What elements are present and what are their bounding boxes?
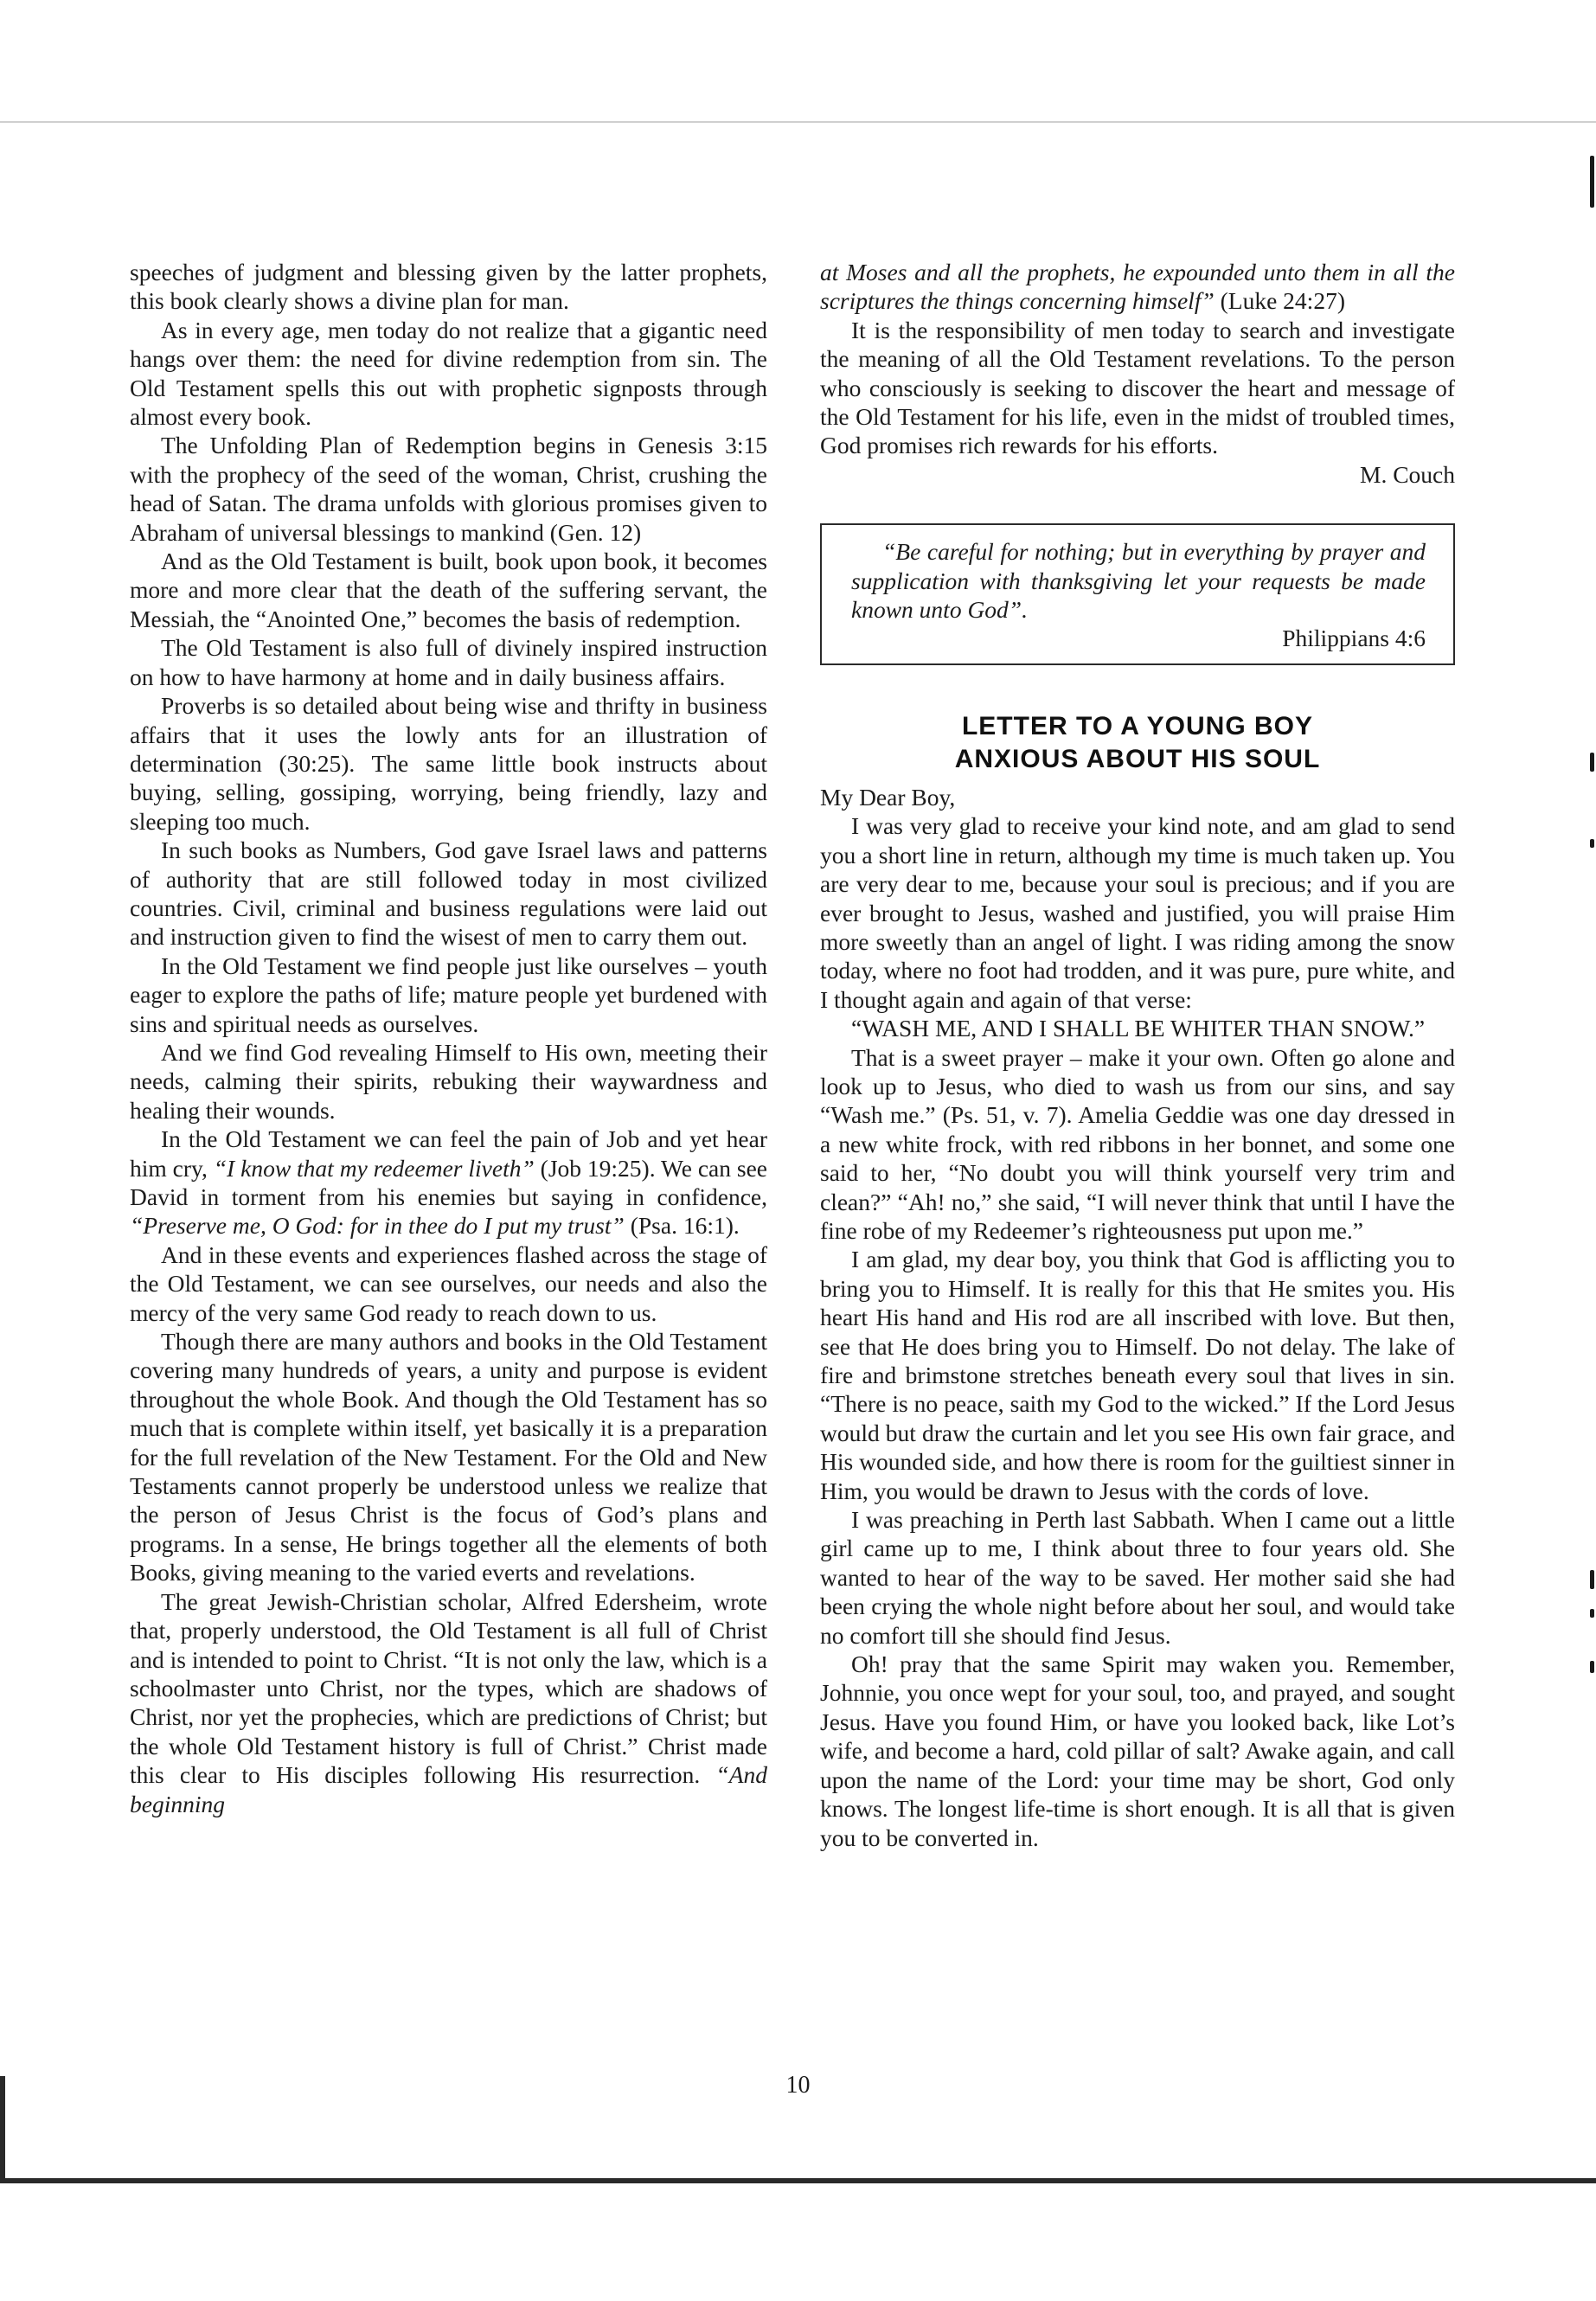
- paragraph: I was preaching in Perth last Sabbath. When I came out a little girl came up to me, I think about three to four years old. She wanted to hear of the way to be saved. Her mother said she had been crying the whole night before about her soul, and would take no comfort till she should find Jesus.: [820, 1506, 1455, 1649]
- scan-edge-mark: [1590, 1570, 1594, 1589]
- scripture-quote: “I know that my redeemer liveth”: [213, 1154, 535, 1182]
- scripture-quote: “Preserve me, O God: for in thee do I put my trust”: [130, 1212, 625, 1240]
- paragraph: The Old Testament is also full of divinely inspired instruction on how to have harmony at home and in daily business affairs.: [130, 634, 767, 690]
- paragraph-text: In the Old Testament we can feel the pain of Job and yet hear him cry,: [130, 1125, 767, 1182]
- scan-edge-mark: [1590, 1609, 1594, 1618]
- paragraph: That is a sweet prayer – make it your own. Often go alone and look up to Jesus, who died to wash us from our sins, and say “Wash me.” (Ps. 51, v. 7). Amelia Geddie was one day dressed in a new white frock, with red ribbons in her bonnet, and some one said to her, “No doubt you will think yourself very trim and clean?” “Ah! no,” she said, “I will never think that until I have the fine robe of my Redeemer’s righteousness put upon me.”: [820, 1043, 1455, 1244]
- paragraph: And in these events and experiences flashed across the stage of the Old Testament, we can see ourselves, our needs and also the mercy of the very same God ready to reach down to us.: [130, 1240, 767, 1326]
- verse-reference: Philippians 4:6: [1282, 625, 1426, 652]
- heading-line: LETTER TO A YOUNG BOY: [961, 711, 1314, 740]
- paragraph: And we find God revealing Himself to His own, meeting their needs, calming their spirits, rebuking their waywardness and healing their wounds.: [130, 1038, 767, 1124]
- paragraph: speeches of judgment and blessing given by the latter prophets, this book clearly shows a divine plan for man.: [130, 259, 767, 315]
- article-heading: [820, 710, 1455, 776]
- paragraph: “WASH ME, AND I SHALL BE WHITER THAN SNOW.”: [851, 1015, 1426, 1042]
- paragraph: [130, 1587, 767, 1818]
- verse-text: “Be careful for nothing; but in everything by prayer and supplication with thanksgiving let your requests be made known unto God”.: [851, 538, 1426, 624]
- paragraph: In such books as Numbers, God gave Israel laws and patterns of authority that are still followed today in most civilized countries. Civil, criminal and business regulations were laid out and instruction given to find the wisest of men to carry them out.: [130, 836, 767, 951]
- scan-edge-mark: [1590, 753, 1594, 772]
- page-number: 10: [785, 2072, 811, 2099]
- paragraph: As in every age, men today do not realize that a gigantic need hangs over them: the need for divine redemption from sin. The Old Testament spells this out with prophetic signposts through almost every book.: [130, 316, 767, 431]
- paragraph: Proverbs is so detailed about being wise and thrifty in business affairs that it uses the lowly ants for an illustration of determination (30:25). The same little book instructs about buying, selling, gossiping, worrying, being friendly, lazy and sleeping too much.: [130, 692, 767, 835]
- scan-edge-mark: [1590, 156, 1594, 208]
- paragraph: In the Old Testament we find people just like ourselves – youth eager to explore the paths of life; mature people yet burdened with sins and spiritual needs as ourselves.: [130, 952, 767, 1037]
- right-column: [820, 258, 1455, 1852]
- paragraph: And as the Old Testament is built, book upon book, it becomes more and more clear that the death of the suffering servant, the Messiah, the “Anointed One,” becomes the basis of redemption.: [130, 548, 767, 632]
- scan-edge-mark: [1590, 839, 1594, 848]
- paragraph-continued: [820, 258, 1455, 316]
- scripture-reference: (Luke 24:27): [1214, 287, 1345, 315]
- paragraph: The Unfolding Plan of Redemption begins in Genesis 3:15 with the prophecy of the seed of the woman, Christ, crushing the head of Satan. The drama unfolds with glorious promises given to Abraham of universal blessings to mankind (Gen. 12): [130, 432, 767, 546]
- paragraph: Oh! pray that the same Spirit may waken you. Remember, Johnnie, you once wept for your soul, too, and prayed, and sought Jesus. Have you found Him, or have you looked back, like Lot’s wife, and become a hard, cold pillar of salt? Awake again, and call upon the name of the Lord: your time may be short, God only knows. The longest life-time is short enough. It is all that is given you to be converted in.: [820, 1650, 1455, 1851]
- verse-box: [820, 523, 1455, 665]
- scripture-quote: at Moses and all the prophets, he expounded unto them in all the scriptures the things concerning himself”: [820, 259, 1455, 315]
- letter-salutation: My Dear Boy,: [820, 783, 956, 811]
- author-signature: M. Couch: [1360, 460, 1455, 488]
- paragraph: Though there are many authors and books in the Old Testament covering many hundreds of years, a unity and purpose is evident throughout the whole Book. And though the Old Testament has so much that is complete within itself, yet basically it is a preparation for the full revelation of the New Testament. For the Old and New Testaments cannot properly be understood unless we realize that the person of Jesus Christ is the focus of God’s plans and programs. In a sense, He brings together all the elements of both Books, giving meaning to the varied everts and revelations.: [130, 1328, 767, 1586]
- paragraph: [130, 1125, 767, 1240]
- paragraph-text: (Job 19:25). We can see David in torment from his enemies but saying in confidence,: [130, 1154, 767, 1210]
- paragraph-text: The great Jewish-Christian scholar, Alfred Edersheim, wrote that, properly understood, the Old Testament is all full of Christ and is intended to point to Christ. “It is not only the law, which is a schoolmaster unto Christ, nor the types, which are shadows of Christ, nor yet the prophecies, which are predictions of Christ; but the whole Old Testament history is full of Christ.” Christ made this clear to His disciples following His resurrection.: [130, 1587, 767, 1789]
- paragraph: I was very glad to receive your kind note, and am glad to send you a short line in return, although my time is much taken up. You are very dear to me, because your soul is precious; and if you are ever brought to Jesus, washed and justified, you will praise Him more sweetly than an angel of light. I was riding among the snow today, where no foot had trodden, and it was pure, pure white, and I thought again and again of that verse:: [820, 812, 1455, 1013]
- paragraph: I am glad, my dear boy, you think that God is afflicting you to bring you to Himself. It is really for this that He smites you. His heart His hand and His rod are all inscribed with love. But then, see that He does bring you to Himself. Do not delay. The lake of fire and brimstone stretches beneath every soul that lives in sin. “There is no peace, saith my God to the wicked.” If the Lord Jesus would but draw the curtain and let you see His own fair grace, and His wounded side, and how there is room for the guiltiest sinner in Him, you would be drawn to Jesus with the cords of love.: [820, 1246, 1455, 1504]
- left-column: [130, 258, 767, 1818]
- paragraph: It is the responsibility of men today to search and investigate the meaning of all the Old Testament revelations. To the person who consciously is seeking to discover the heart and message of the Old Testament for his life, even in the midst of troubled times, God promises rich rewards for his efforts.: [820, 316, 1455, 459]
- scan-bottom-rule: [0, 2178, 1596, 2183]
- scripture-quote: “And beginning: [130, 1761, 767, 1817]
- scan-edge-mark: [1590, 1661, 1594, 1673]
- paragraph-text: (Psa. 16:1).: [624, 1212, 740, 1240]
- scan-top-rule: [0, 121, 1596, 123]
- heading-line: ANXIOUS ABOUT HIS SOUL: [954, 744, 1321, 773]
